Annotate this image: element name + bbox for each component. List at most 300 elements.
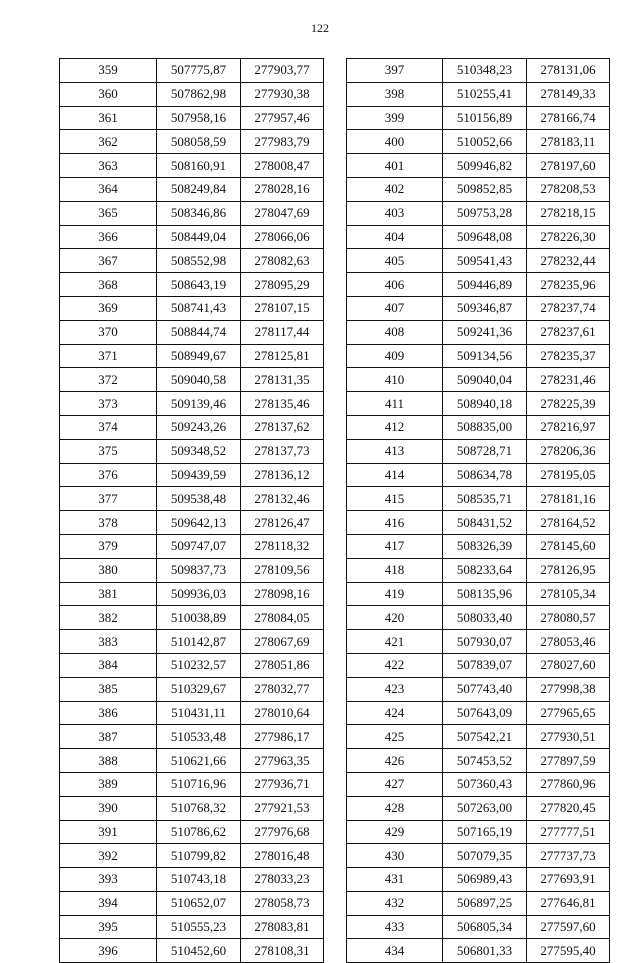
point-number-cell: 397 xyxy=(347,59,443,83)
point-number-cell: 431 xyxy=(347,868,443,892)
table-row xyxy=(347,249,610,273)
point-number-cell: 433 xyxy=(347,915,443,939)
page-number: 122 xyxy=(311,21,329,35)
point-number-cell: 369 xyxy=(60,296,157,320)
point-number-cell: 372 xyxy=(60,368,157,392)
point-number-cell: 370 xyxy=(60,320,157,344)
table-row xyxy=(60,534,324,558)
point-number-cell: 385 xyxy=(60,677,157,701)
point-number-cell: 429 xyxy=(347,820,443,844)
y-coordinate-cell: 278080,57 xyxy=(527,606,610,630)
x-coordinate-cell: 510533,48 xyxy=(157,725,241,749)
x-coordinate-cell: 510799,82 xyxy=(157,844,241,868)
table-row xyxy=(347,201,610,225)
x-coordinate-cell: 509446,89 xyxy=(443,273,527,297)
point-number-cell: 409 xyxy=(347,344,443,368)
table-row xyxy=(347,82,610,106)
table-row xyxy=(347,725,610,749)
y-coordinate-cell: 278082,63 xyxy=(241,249,324,273)
x-coordinate-cell: 508326,39 xyxy=(443,534,527,558)
x-coordinate-cell: 506805,34 xyxy=(443,915,527,939)
y-coordinate-cell: 278216,97 xyxy=(527,415,610,439)
point-number-cell: 417 xyxy=(347,534,443,558)
table-row xyxy=(60,582,324,606)
table-row xyxy=(347,463,610,487)
y-coordinate-cell: 278183,11 xyxy=(527,130,610,154)
point-number-cell: 368 xyxy=(60,273,157,297)
x-coordinate-cell: 510156,89 xyxy=(443,106,527,130)
y-coordinate-cell: 277820,45 xyxy=(527,796,610,820)
table-row xyxy=(347,796,610,820)
table-row xyxy=(60,915,324,939)
point-number-cell: 365 xyxy=(60,201,157,225)
table-row xyxy=(347,487,610,511)
y-coordinate-cell: 278033,23 xyxy=(241,868,324,892)
table-row xyxy=(60,439,324,463)
x-coordinate-cell: 506989,43 xyxy=(443,868,527,892)
x-coordinate-cell: 509837,73 xyxy=(157,558,241,582)
y-coordinate-cell: 278137,73 xyxy=(241,439,324,463)
x-coordinate-cell: 507643,09 xyxy=(443,701,527,725)
y-coordinate-cell: 278108,31 xyxy=(241,939,324,963)
x-coordinate-cell: 510255,41 xyxy=(443,82,527,106)
point-number-cell: 361 xyxy=(60,106,157,130)
x-coordinate-cell: 508431,52 xyxy=(443,511,527,535)
x-coordinate-cell: 510329,67 xyxy=(157,677,241,701)
point-number-cell: 400 xyxy=(347,130,443,154)
y-coordinate-cell: 277693,91 xyxy=(527,868,610,892)
point-number-cell: 387 xyxy=(60,725,157,749)
table-row xyxy=(60,82,324,106)
table-row xyxy=(347,582,610,606)
point-number-cell: 393 xyxy=(60,868,157,892)
y-coordinate-cell: 277903,77 xyxy=(241,59,324,83)
table-row xyxy=(60,630,324,654)
table-row xyxy=(347,534,610,558)
x-coordinate-cell: 508346,86 xyxy=(157,201,241,225)
x-coordinate-cell: 508535,71 xyxy=(443,487,527,511)
point-number-cell: 373 xyxy=(60,392,157,416)
point-number-cell: 414 xyxy=(347,463,443,487)
y-coordinate-cell: 277998,38 xyxy=(527,677,610,701)
table-row xyxy=(347,392,610,416)
table-row xyxy=(60,939,324,963)
point-number-cell: 380 xyxy=(60,558,157,582)
y-coordinate-cell: 277597,60 xyxy=(527,915,610,939)
point-number-cell: 427 xyxy=(347,772,443,796)
x-coordinate-cell: 508552,98 xyxy=(157,249,241,273)
x-coordinate-cell: 510743,18 xyxy=(157,868,241,892)
y-coordinate-cell: 278027,60 xyxy=(527,653,610,677)
table-row xyxy=(60,749,324,773)
y-coordinate-cell: 278166,74 xyxy=(527,106,610,130)
table-row xyxy=(60,725,324,749)
x-coordinate-cell: 508634,78 xyxy=(443,463,527,487)
y-coordinate-cell: 278131,06 xyxy=(527,59,610,83)
x-coordinate-cell: 509541,43 xyxy=(443,249,527,273)
point-number-cell: 406 xyxy=(347,273,443,297)
y-coordinate-cell: 278137,62 xyxy=(241,415,324,439)
point-number-cell: 419 xyxy=(347,582,443,606)
y-coordinate-cell: 278135,46 xyxy=(241,392,324,416)
y-coordinate-cell: 278164,52 xyxy=(527,511,610,535)
x-coordinate-cell: 509243,26 xyxy=(157,415,241,439)
table-row xyxy=(60,320,324,344)
point-number-cell: 362 xyxy=(60,130,157,154)
x-coordinate-cell: 507775,87 xyxy=(157,59,241,83)
table-row xyxy=(347,511,610,535)
point-number-cell: 416 xyxy=(347,511,443,535)
point-number-cell: 405 xyxy=(347,249,443,273)
table-row xyxy=(60,249,324,273)
point-number-cell: 391 xyxy=(60,820,157,844)
table-row xyxy=(60,844,324,868)
y-coordinate-cell: 277897,59 xyxy=(527,749,610,773)
y-coordinate-cell: 278235,96 xyxy=(527,273,610,297)
y-coordinate-cell: 278208,53 xyxy=(527,177,610,201)
y-coordinate-cell: 278231,46 xyxy=(527,368,610,392)
y-coordinate-cell: 278109,56 xyxy=(241,558,324,582)
table-row xyxy=(347,177,610,201)
y-coordinate-cell: 278083,81 xyxy=(241,915,324,939)
y-coordinate-cell: 278206,36 xyxy=(527,439,610,463)
point-number-cell: 383 xyxy=(60,630,157,654)
x-coordinate-cell: 508160,91 xyxy=(157,154,241,178)
x-coordinate-cell: 510052,66 xyxy=(443,130,527,154)
table-row xyxy=(347,154,610,178)
x-coordinate-cell: 508835,00 xyxy=(443,415,527,439)
point-number-cell: 382 xyxy=(60,606,157,630)
point-number-cell: 359 xyxy=(60,59,157,83)
point-number-cell: 378 xyxy=(60,511,157,535)
table-row xyxy=(60,796,324,820)
table-row xyxy=(347,653,610,677)
table-row xyxy=(347,130,610,154)
y-coordinate-cell: 278028,16 xyxy=(241,177,324,201)
table-row xyxy=(347,677,610,701)
x-coordinate-cell: 508135,96 xyxy=(443,582,527,606)
point-number-cell: 428 xyxy=(347,796,443,820)
point-number-cell: 379 xyxy=(60,534,157,558)
table-row xyxy=(347,106,610,130)
x-coordinate-cell: 509946,82 xyxy=(443,154,527,178)
x-coordinate-cell: 507958,16 xyxy=(157,106,241,130)
table-row xyxy=(347,558,610,582)
x-coordinate-cell: 507263,00 xyxy=(443,796,527,820)
table-row xyxy=(60,368,324,392)
table-row xyxy=(60,273,324,297)
table-row xyxy=(347,225,610,249)
y-coordinate-cell: 278136,12 xyxy=(241,463,324,487)
point-number-cell: 395 xyxy=(60,915,157,939)
point-number-cell: 407 xyxy=(347,296,443,320)
y-coordinate-cell: 278126,47 xyxy=(241,511,324,535)
point-number-cell: 364 xyxy=(60,177,157,201)
table-row xyxy=(60,59,324,83)
y-coordinate-cell: 277921,53 xyxy=(241,796,324,820)
y-coordinate-cell: 278118,32 xyxy=(241,534,324,558)
x-coordinate-cell: 510142,87 xyxy=(157,630,241,654)
table-row xyxy=(60,558,324,582)
point-number-cell: 421 xyxy=(347,630,443,654)
y-coordinate-cell: 278197,60 xyxy=(527,154,610,178)
x-coordinate-cell: 508449,04 xyxy=(157,225,241,249)
y-coordinate-cell: 278107,15 xyxy=(241,296,324,320)
y-coordinate-cell: 277983,79 xyxy=(241,130,324,154)
x-coordinate-cell: 508949,67 xyxy=(157,344,241,368)
table-row xyxy=(60,487,324,511)
x-coordinate-cell: 510038,89 xyxy=(157,606,241,630)
x-coordinate-cell: 508249,84 xyxy=(157,177,241,201)
x-coordinate-cell: 508940,18 xyxy=(443,392,527,416)
x-coordinate-cell: 509346,87 xyxy=(443,296,527,320)
y-coordinate-cell: 278181,16 xyxy=(527,487,610,511)
table-row xyxy=(347,344,610,368)
table-row xyxy=(347,868,610,892)
x-coordinate-cell: 507453,52 xyxy=(443,749,527,773)
y-coordinate-cell: 278235,37 xyxy=(527,344,610,368)
table-row xyxy=(347,273,610,297)
table-row xyxy=(347,772,610,796)
x-coordinate-cell: 509936,03 xyxy=(157,582,241,606)
point-number-cell: 404 xyxy=(347,225,443,249)
x-coordinate-cell: 507079,35 xyxy=(443,844,527,868)
x-coordinate-cell: 509348,52 xyxy=(157,439,241,463)
y-coordinate-cell: 278016,48 xyxy=(241,844,324,868)
y-coordinate-cell: 278008,47 xyxy=(241,154,324,178)
table-row xyxy=(347,844,610,868)
x-coordinate-cell: 508741,43 xyxy=(157,296,241,320)
point-number-cell: 398 xyxy=(347,82,443,106)
y-coordinate-cell: 278098,16 xyxy=(241,582,324,606)
y-coordinate-cell: 278117,44 xyxy=(241,320,324,344)
point-number-cell: 408 xyxy=(347,320,443,344)
y-coordinate-cell: 278195,05 xyxy=(527,463,610,487)
table-row xyxy=(347,415,610,439)
point-number-cell: 371 xyxy=(60,344,157,368)
point-number-cell: 430 xyxy=(347,844,443,868)
point-number-cell: 425 xyxy=(347,725,443,749)
y-coordinate-cell: 278232,44 xyxy=(527,249,610,273)
point-number-cell: 401 xyxy=(347,154,443,178)
table-row xyxy=(60,225,324,249)
y-coordinate-cell: 277936,71 xyxy=(241,772,324,796)
table-row xyxy=(347,439,610,463)
table-row xyxy=(60,392,324,416)
x-coordinate-cell: 506801,33 xyxy=(443,939,527,963)
table-row xyxy=(60,201,324,225)
y-coordinate-cell: 278226,30 xyxy=(527,225,610,249)
point-number-cell: 367 xyxy=(60,249,157,273)
coordinates-table-left xyxy=(59,58,324,963)
table-row xyxy=(347,606,610,630)
point-number-cell: 389 xyxy=(60,772,157,796)
x-coordinate-cell: 508844,74 xyxy=(157,320,241,344)
y-coordinate-cell: 278047,69 xyxy=(241,201,324,225)
point-number-cell: 388 xyxy=(60,749,157,773)
y-coordinate-cell: 278051,86 xyxy=(241,653,324,677)
point-number-cell: 423 xyxy=(347,677,443,701)
point-number-cell: 434 xyxy=(347,939,443,963)
x-coordinate-cell: 510232,57 xyxy=(157,653,241,677)
point-number-cell: 381 xyxy=(60,582,157,606)
x-coordinate-cell: 509642,13 xyxy=(157,511,241,535)
y-coordinate-cell: 277737,73 xyxy=(527,844,610,868)
x-coordinate-cell: 510786,62 xyxy=(157,820,241,844)
y-coordinate-cell: 278058,73 xyxy=(241,891,324,915)
y-coordinate-cell: 277957,46 xyxy=(241,106,324,130)
point-number-cell: 374 xyxy=(60,415,157,439)
x-coordinate-cell: 510621,66 xyxy=(157,749,241,773)
y-coordinate-cell: 278149,33 xyxy=(527,82,610,106)
table-row xyxy=(60,154,324,178)
table-row xyxy=(60,677,324,701)
y-coordinate-cell: 278053,46 xyxy=(527,630,610,654)
y-coordinate-cell: 277930,38 xyxy=(241,82,324,106)
x-coordinate-cell: 508058,59 xyxy=(157,130,241,154)
point-number-cell: 413 xyxy=(347,439,443,463)
x-coordinate-cell: 510768,32 xyxy=(157,796,241,820)
x-coordinate-cell: 508033,40 xyxy=(443,606,527,630)
x-coordinate-cell: 509852,85 xyxy=(443,177,527,201)
x-coordinate-cell: 510431,11 xyxy=(157,701,241,725)
point-number-cell: 394 xyxy=(60,891,157,915)
x-coordinate-cell: 508643,19 xyxy=(157,273,241,297)
x-coordinate-cell: 507360,43 xyxy=(443,772,527,796)
x-coordinate-cell: 507743,40 xyxy=(443,677,527,701)
y-coordinate-cell: 278225,39 xyxy=(527,392,610,416)
table-row xyxy=(347,368,610,392)
x-coordinate-cell: 510716,96 xyxy=(157,772,241,796)
table-row xyxy=(347,701,610,725)
x-coordinate-cell: 509139,46 xyxy=(157,392,241,416)
x-coordinate-cell: 507165,19 xyxy=(443,820,527,844)
x-coordinate-cell: 507839,07 xyxy=(443,653,527,677)
point-number-cell: 412 xyxy=(347,415,443,439)
x-coordinate-cell: 509538,48 xyxy=(157,487,241,511)
x-coordinate-cell: 508233,64 xyxy=(443,558,527,582)
table-row xyxy=(60,130,324,154)
x-coordinate-cell: 509753,28 xyxy=(443,201,527,225)
y-coordinate-cell: 278131,35 xyxy=(241,368,324,392)
table-row xyxy=(347,749,610,773)
point-number-cell: 360 xyxy=(60,82,157,106)
table-row xyxy=(347,59,610,83)
y-coordinate-cell: 277963,35 xyxy=(241,749,324,773)
point-number-cell: 411 xyxy=(347,392,443,416)
y-coordinate-cell: 278084,05 xyxy=(241,606,324,630)
table-row xyxy=(60,868,324,892)
point-number-cell: 418 xyxy=(347,558,443,582)
y-coordinate-cell: 278145,60 xyxy=(527,534,610,558)
y-coordinate-cell: 278067,69 xyxy=(241,630,324,654)
y-coordinate-cell: 278066,06 xyxy=(241,225,324,249)
table-row xyxy=(347,820,610,844)
point-number-cell: 384 xyxy=(60,653,157,677)
y-coordinate-cell: 278105,34 xyxy=(527,582,610,606)
table-row xyxy=(347,296,610,320)
point-number-cell: 375 xyxy=(60,439,157,463)
table-row xyxy=(60,296,324,320)
y-coordinate-cell: 277976,68 xyxy=(241,820,324,844)
table-row xyxy=(60,772,324,796)
table-row xyxy=(60,344,324,368)
y-coordinate-cell: 277646,81 xyxy=(527,891,610,915)
y-coordinate-cell: 278218,15 xyxy=(527,201,610,225)
y-coordinate-cell: 278125,81 xyxy=(241,344,324,368)
point-number-cell: 376 xyxy=(60,463,157,487)
table-row xyxy=(60,701,324,725)
y-coordinate-cell: 277777,51 xyxy=(527,820,610,844)
point-number-cell: 399 xyxy=(347,106,443,130)
point-number-cell: 366 xyxy=(60,225,157,249)
table-row xyxy=(60,511,324,535)
coordinates-table-right xyxy=(346,58,610,963)
point-number-cell: 402 xyxy=(347,177,443,201)
point-number-cell: 403 xyxy=(347,201,443,225)
y-coordinate-cell: 277595,40 xyxy=(527,939,610,963)
x-coordinate-cell: 507542,21 xyxy=(443,725,527,749)
point-number-cell: 426 xyxy=(347,749,443,773)
x-coordinate-cell: 509747,07 xyxy=(157,534,241,558)
table-row xyxy=(60,820,324,844)
x-coordinate-cell: 509134,56 xyxy=(443,344,527,368)
y-coordinate-cell: 278095,29 xyxy=(241,273,324,297)
table-row xyxy=(60,415,324,439)
point-number-cell: 420 xyxy=(347,606,443,630)
point-number-cell: 386 xyxy=(60,701,157,725)
point-number-cell: 363 xyxy=(60,154,157,178)
table-row xyxy=(347,915,610,939)
x-coordinate-cell: 507930,07 xyxy=(443,630,527,654)
y-coordinate-cell: 278237,74 xyxy=(527,296,610,320)
x-coordinate-cell: 509439,59 xyxy=(157,463,241,487)
x-coordinate-cell: 510555,23 xyxy=(157,915,241,939)
x-coordinate-cell: 509241,36 xyxy=(443,320,527,344)
x-coordinate-cell: 509040,04 xyxy=(443,368,527,392)
point-number-cell: 424 xyxy=(347,701,443,725)
y-coordinate-cell: 278032,77 xyxy=(241,677,324,701)
table-row xyxy=(60,463,324,487)
x-coordinate-cell: 510452,60 xyxy=(157,939,241,963)
x-coordinate-cell: 510348,23 xyxy=(443,59,527,83)
point-number-cell: 392 xyxy=(60,844,157,868)
point-number-cell: 415 xyxy=(347,487,443,511)
point-number-cell: 390 xyxy=(60,796,157,820)
table-row xyxy=(60,177,324,201)
y-coordinate-cell: 277986,17 xyxy=(241,725,324,749)
table-row xyxy=(347,630,610,654)
point-number-cell: 422 xyxy=(347,653,443,677)
y-coordinate-cell: 277965,65 xyxy=(527,701,610,725)
x-coordinate-cell: 509040,58 xyxy=(157,368,241,392)
y-coordinate-cell: 277860,96 xyxy=(527,772,610,796)
x-coordinate-cell: 508728,71 xyxy=(443,439,527,463)
point-number-cell: 432 xyxy=(347,891,443,915)
y-coordinate-cell: 278010,64 xyxy=(241,701,324,725)
table-row xyxy=(60,606,324,630)
y-coordinate-cell: 277930,51 xyxy=(527,725,610,749)
point-number-cell: 377 xyxy=(60,487,157,511)
x-coordinate-cell: 510652,07 xyxy=(157,891,241,915)
point-number-cell: 396 xyxy=(60,939,157,963)
x-coordinate-cell: 507862,98 xyxy=(157,82,241,106)
x-coordinate-cell: 509648,08 xyxy=(443,225,527,249)
y-coordinate-cell: 278237,61 xyxy=(527,320,610,344)
table-row xyxy=(347,939,610,963)
table-row xyxy=(347,320,610,344)
point-number-cell: 410 xyxy=(347,368,443,392)
